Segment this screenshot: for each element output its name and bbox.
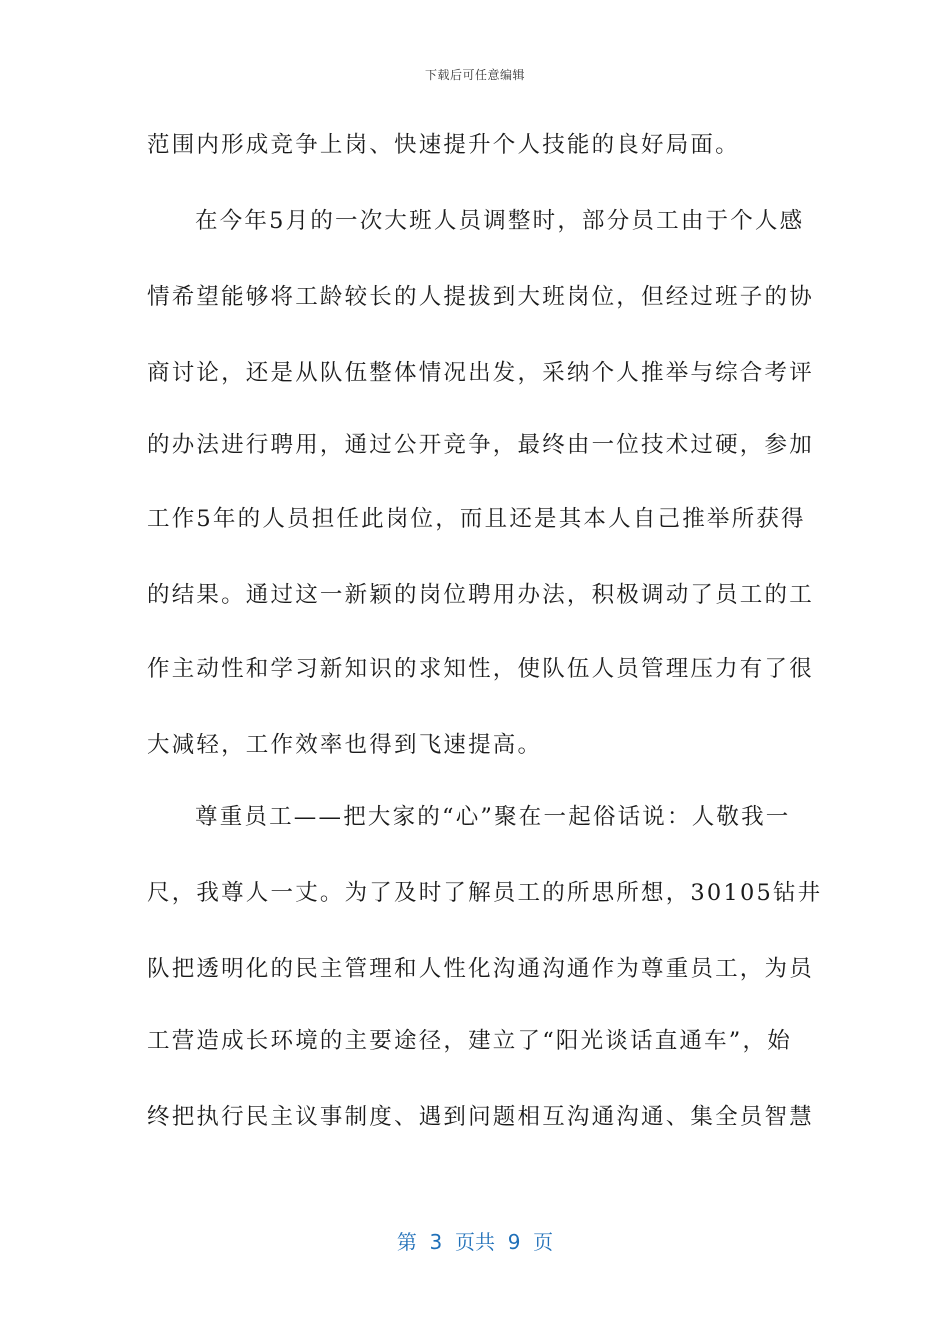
body-line-2: 在今年5月的一次大班人员调整时，部分员工由于个人感 xyxy=(195,208,805,234)
body-line-7: 的结果。通过这一新颖的岗位聘用办法，积极调动了员工的工 xyxy=(147,582,814,608)
body-line-3: 情希望能够将工龄较长的人提拔到大班岗位，但经过班子的协 xyxy=(147,284,814,310)
body-line-1: 范围内形成竞争上岗、快速提升个人技能的良好局面。 xyxy=(147,132,740,158)
body-line-9: 大减轻，工作效率也得到飞速提高。 xyxy=(147,732,543,758)
page-number-footer: 第 3 页共 9 页 xyxy=(396,1230,554,1254)
body-line-13: 工营造成长环境的主要途径，建立了“阳光谈话直通车”，始 xyxy=(147,1028,792,1054)
body-line-12: 队把透明化的民主管理和人性化沟通沟通作为尊重员工，为员 xyxy=(147,956,814,982)
body-line-10: 尊重员工——把大家的“心”聚在一起俗话说：人敬我一 xyxy=(195,804,791,830)
body-line-5: 的办法进行聘用，通过公开竞争，最终由一位技术过硬，参加 xyxy=(147,432,814,458)
body-line-11: 尺，我尊人一丈。为了及时了解员工的所思所想，30105钻井 xyxy=(147,880,823,906)
body-line-6: 工作5年的人员担任此岗位，而且还是其本人自己推举所获得 xyxy=(147,506,806,532)
body-line-4: 商讨论，还是从队伍整体情况出发，采纳个人推举与综合考评 xyxy=(147,360,814,386)
page-header: 下载后可任意编辑 xyxy=(424,68,525,82)
body-line-8: 作主动性和学习新知识的求知性，使队伍人员管理压力有了很 xyxy=(147,656,814,682)
body-line-14: 终把执行民主议事制度、遇到问题相互沟通沟通、集全员智慧 xyxy=(147,1104,814,1130)
